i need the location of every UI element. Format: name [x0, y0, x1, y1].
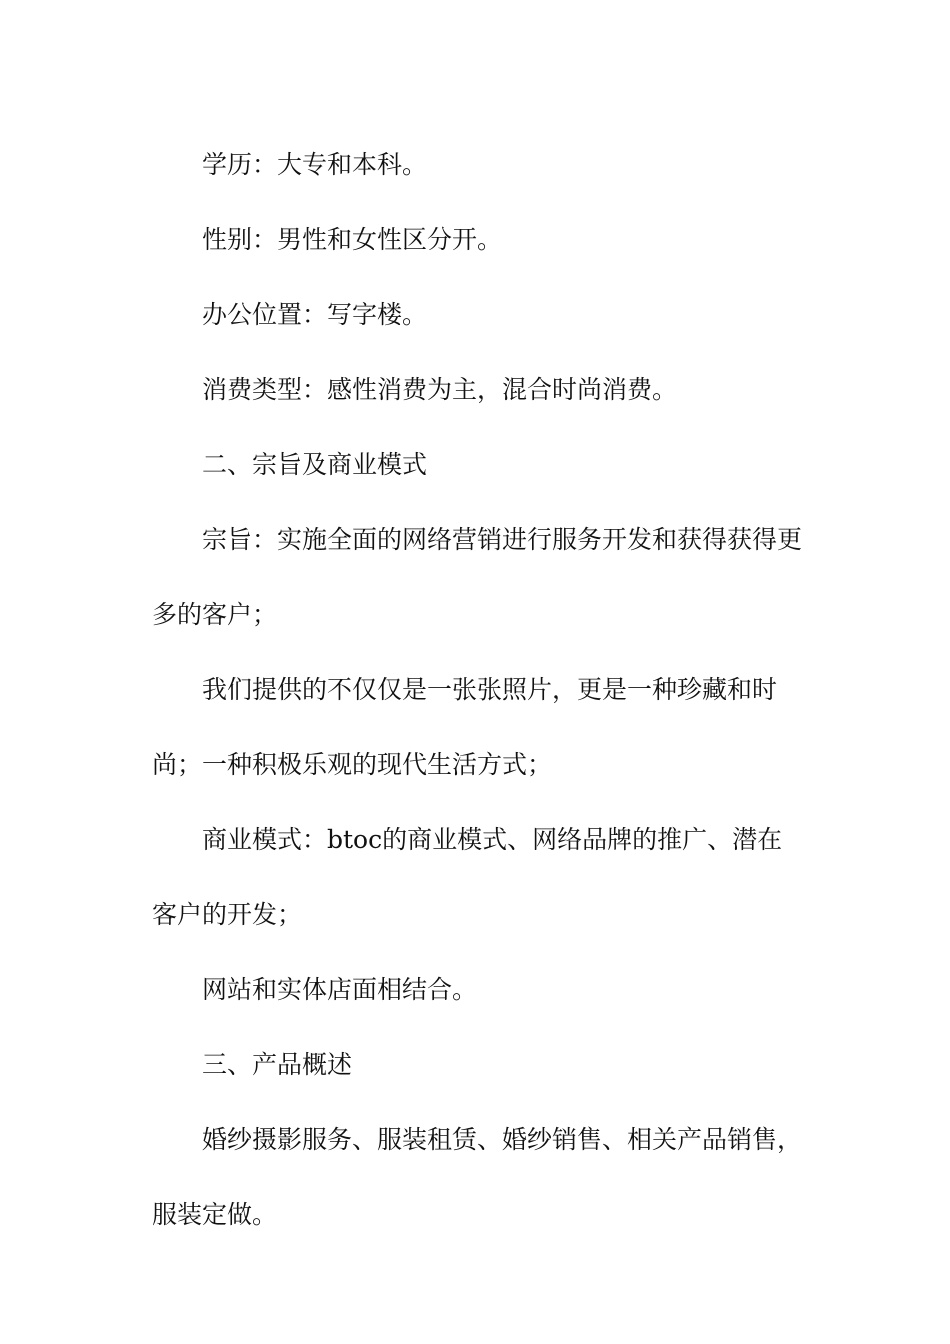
- paragraph-purpose: 宗旨：实施全面的网络营销进行服务开发和获得获得更多的客户；: [152, 525, 803, 629]
- paragraph-consumption-type: 消费类型：感性消费为主，混合时尚消费。: [202, 375, 678, 404]
- paragraph-gender: 性别：男性和女性区分开。: [202, 225, 503, 254]
- paragraph-offering: 我们提供的不仅仅是一张张照片，更是一种珍藏和时尚；一种积极乐观的现代生活方式；: [152, 675, 778, 779]
- document-body: [152, 127, 802, 1252]
- paragraph-business-model: 商业模式：btoc的商业模式、网络品牌的推广、潜在客户的开发；: [152, 825, 783, 929]
- section-heading-product-overview: 三、产品概述: [202, 1050, 353, 1079]
- paragraph-online-offline: 网站和实体店面相结合。: [202, 975, 478, 1004]
- paragraph-education: 学历：大专和本科。: [202, 150, 428, 179]
- paragraph-office-location: 办公位置：写字楼。: [202, 300, 428, 329]
- section-heading-purpose-business-model: 二、宗旨及商业模式: [202, 450, 428, 479]
- paragraph-products: 婚纱摄影服务、服装租赁、婚纱销售、相关产品销售，服装定做。: [152, 1125, 803, 1229]
